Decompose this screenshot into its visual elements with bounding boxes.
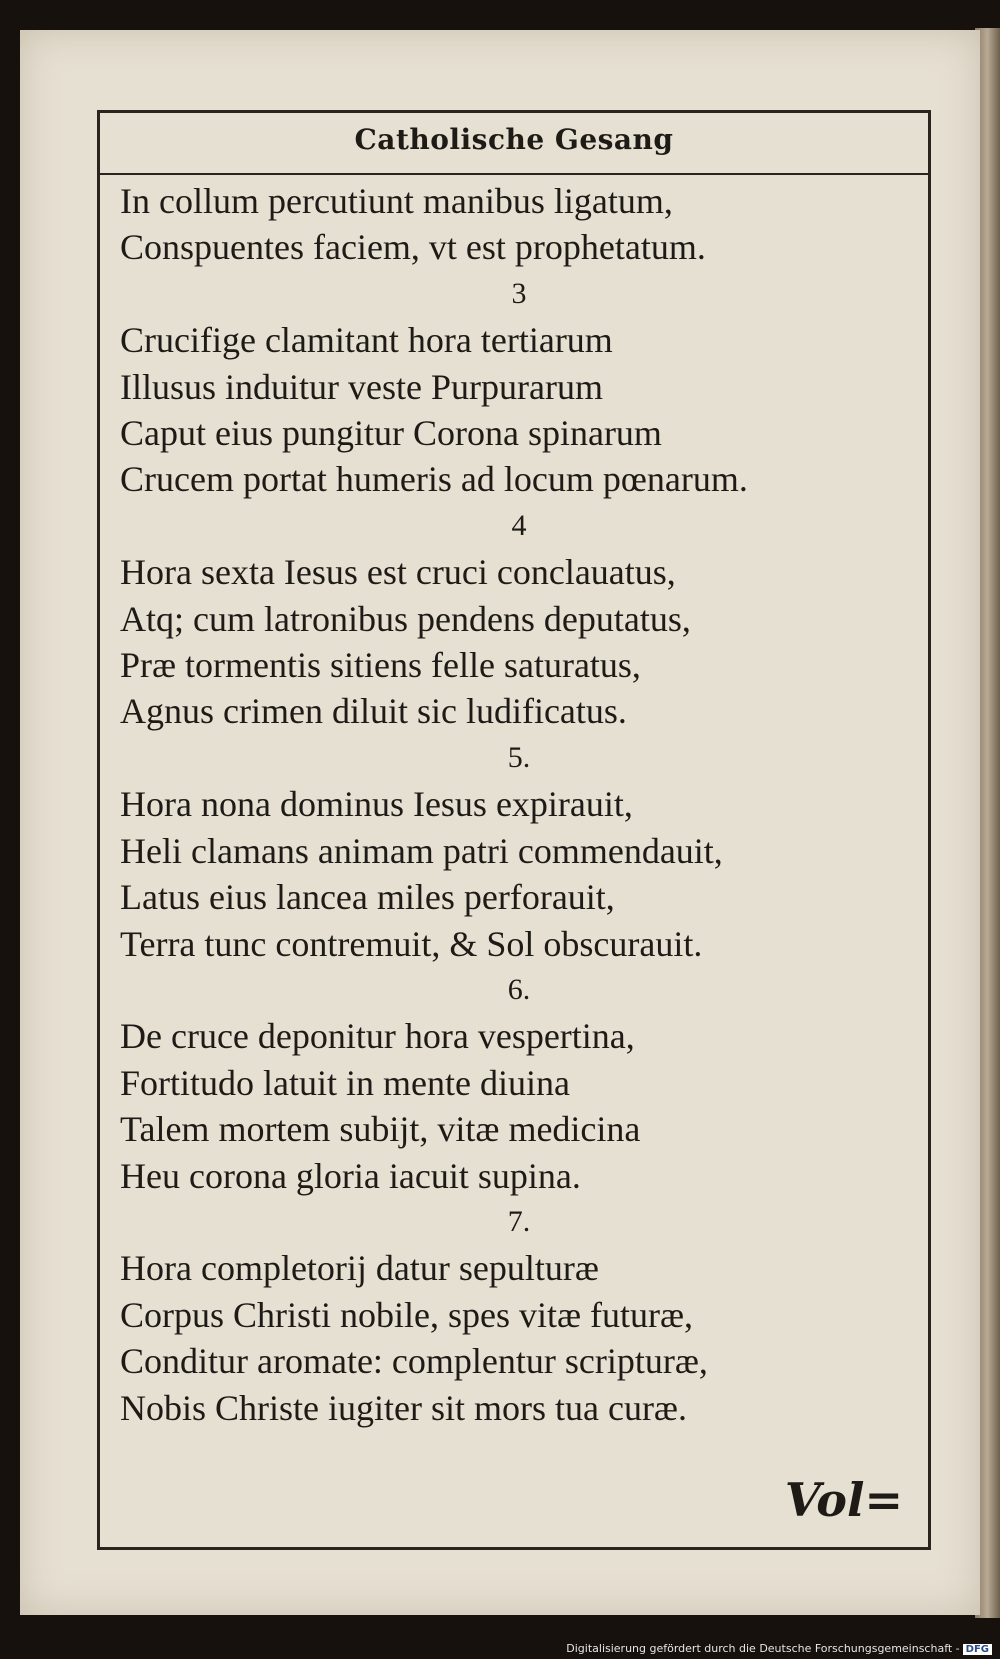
running-head: Catholische Gesang — [354, 123, 674, 156]
stanza-number: 3 — [511, 276, 527, 310]
book-page — [20, 30, 980, 1615]
header-rule — [100, 173, 928, 175]
verse-line: Conditur aromate: complentur scripturæ, — [120, 1341, 708, 1382]
verse-line: Terra tunc contremuit, & Sol obscurauit. — [120, 923, 703, 964]
verse-line: Heli clamans animam patri commendauit, — [120, 830, 723, 871]
verse-line: Heu corona gloria iacuit supina. — [120, 1155, 581, 1196]
verse-line: Latus eius lancea miles perforauit, — [120, 877, 615, 918]
verse-line: Nobis Christe iugiter sit mors tua curæ. — [120, 1387, 687, 1428]
verse-line: Fortitudo latuit in mente diuina — [120, 1062, 570, 1103]
verse-line: In collum percutiunt manibus ligatum, — [120, 181, 673, 221]
stanza-number: 4 — [511, 508, 527, 542]
verse-line: Hora completorij datur sepulturæ — [120, 1248, 599, 1289]
footer-text: Digitalisierung gefördert durch die Deutsche Forschungsgemeinschaft - — [566, 1642, 960, 1655]
text-frame — [97, 110, 931, 1550]
dfg-logo: DFG — [963, 1644, 992, 1655]
stanza-number: 5. — [507, 740, 531, 774]
verse-line: Hora sexta Iesus est cruci conclauatus, — [120, 552, 676, 593]
verse-line: Corpus Christi nobile, spes vitæ futuræ, — [120, 1294, 694, 1335]
verse-line: Caput eius pungitur Corona spinarum — [120, 413, 662, 454]
verse-line: Talem mortem subijt, vitæ medicina — [120, 1109, 641, 1150]
verse-line: Illusus induitur veste Purpurarum — [120, 366, 603, 407]
verse-line: Conspuentes faciem, vt est prophetatum. — [120, 227, 706, 268]
verse-text — [120, 178, 918, 1431]
verse-line: De cruce deponitur hora vespertina, — [120, 1016, 635, 1057]
stanza-number: 7. — [507, 1204, 531, 1238]
catchword: Vol= — [784, 1473, 903, 1527]
digitization-footer — [566, 1642, 992, 1655]
verse-line: Crucem portat humeris ad locum pœnarum. — [120, 459, 748, 500]
verse-line: Præ tormentis sitiens felle saturatus, — [120, 645, 641, 686]
verse-line: Crucifige clamitant hora tertiarum — [120, 320, 613, 361]
verse-line: Atq; cum latronibus pendens deputatus, — [120, 598, 691, 639]
stanza-number: 6. — [507, 972, 531, 1006]
verse-line: Agnus crimen diluit sic ludificatus. — [120, 691, 627, 732]
verse-line: Hora nona dominus Iesus expirauit, — [120, 784, 633, 825]
